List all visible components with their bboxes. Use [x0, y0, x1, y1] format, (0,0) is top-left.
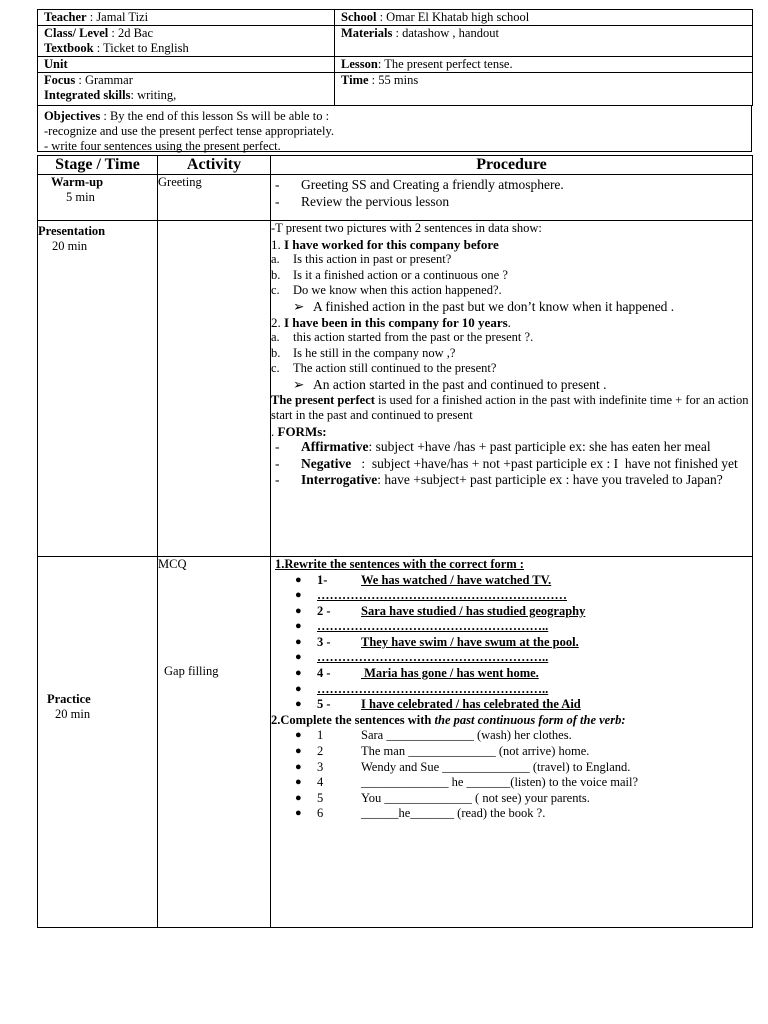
form-item: - Negative : subject +have/has + not +past participle ex : I have not finished yet — [275, 455, 738, 471]
teacher-cell: Teacher : Jamal Tizi — [38, 10, 335, 26]
col-stage-time: Stage / Time — [38, 156, 158, 175]
objective-item: - write four sentences using the present perfect. — [44, 139, 281, 153]
procedure-table — [37, 155, 753, 928]
list-item: ● ……………………………………………….. — [295, 650, 549, 665]
time-cell: Time : 55 mins — [335, 73, 753, 106]
arrow-bullet-icon: ➢ — [293, 376, 305, 392]
school-cell: School : Omar El Khatab high school — [335, 10, 753, 26]
question: a. this action started from the past or the present ?. — [271, 330, 534, 344]
list-item: ● 3 - They have swim / have swum at the pool. — [295, 634, 579, 649]
list-item: ● 1- We has watched / have watched TV. — [295, 572, 552, 587]
question: b. Is he still in the company now ,? — [271, 345, 456, 360]
col-activity: Activity — [158, 156, 271, 175]
focus-skills-cell: Focus : Grammar Integrated skills: writing, — [38, 73, 335, 106]
col-procedure: Procedure — [271, 156, 753, 175]
rule: The present perfect is used for a finished action in the past with indefinite time + for an action start in the past and continued to present — [271, 392, 749, 422]
question: b. Is it a finished action or a continuous one ? — [271, 267, 508, 282]
list-item: ● 5 - I have celebrated / has celebrated the Aid — [295, 697, 581, 712]
list-item: ● 2 - Sara have studied / has studied geography — [295, 603, 586, 618]
question: a. Is this action in past or present? — [271, 252, 452, 266]
list-item: ● 4 ______________ he _______(listen) to the voice mail? — [295, 775, 639, 790]
list-item: ● 1 Sara ______________ (wash) her clothes. — [295, 728, 572, 743]
list-item: ● …………………………………………………… — [295, 588, 567, 603]
exercise-title: 1.Rewrite the sentences with the correct form : — [275, 557, 524, 571]
arrow-bullet-icon: ➢ — [293, 298, 305, 314]
question: c. The action still continued to the present? — [271, 361, 497, 375]
objective-item: -recognize and use the present perfect tense appropriately. — [44, 124, 335, 138]
example-sentence: I have worked for this company before — [284, 236, 499, 252]
lesson-cell: Lesson: The present perfect tense. — [335, 57, 753, 73]
header-table — [37, 9, 753, 106]
class-textbook-cell: Class/ Level : 2d Bac Textbook : Ticket to English — [38, 26, 335, 57]
list-item: ● ……………………………………………….. — [295, 619, 549, 634]
activity-name: MCQ — [158, 557, 187, 571]
stage-name: Practice — [47, 692, 91, 706]
example-sentence: I have been in this company for 10 years — [284, 314, 508, 330]
stage-name: Warm-up — [51, 175, 104, 189]
list-item: ● 3 Wendy and Sue ______________ (travel) to England. — [295, 759, 631, 774]
question: c. Do we know when this action happened?. — [271, 283, 502, 297]
form-item: - Affirmative: subject +have /has + past participle ex: she has eaten her meal — [275, 439, 711, 454]
lesson-plan — [37, 9, 752, 928]
objectives-box: Objectives : By the end of this lesson Ss will be able to : -recognize and use the present perfect tense appropriately. - write four sentences using the present perfect. — [37, 106, 752, 152]
list-item: ● 2 The man ______________ (not arrive) home. — [295, 743, 590, 758]
list-item: ● ……………………………………………….. — [295, 681, 549, 696]
stage-name: Presentation — [38, 224, 106, 238]
list-item: - Greeting SS and Creating a friendly atmosphere. — [275, 177, 564, 192]
exercise-title: 2.Complete the sentences with — [271, 712, 435, 727]
form-item: - Interrogative: have +subject+ past participle ex : have you traveled to Japan? — [275, 472, 723, 487]
list-item: ● 5 You ______________ ( not see) your parents. — [295, 790, 590, 805]
answer: ➢ A finished action in the past but we don’t know when it happened . — [293, 298, 675, 314]
presentation-row: Presentation 20 min -T present two pictures with 2 sentences in data show: 1. I have worked for this company before a. Is this action in past or present? b. Is it a finished action or a continuous one ? c. Do we know when this action happened?. ➢ A finished action in the past but we don’t know when it happened . 2. I have been in this company for 10 years. a. this action started from the past or the present ?. b. Is he still in the company now ,? c. The action still continued to the present? ➢ An action started in the past and continued to present . The present perfect is used for a finished action in the past with indefinite time + for an action start in the past and continued to present . FORMs: - Affirmative: subject +have /has + past participle ex: she has eaten her meal - Negative : subject +have/has + not +past participle ex : I have not finished yet - Interrogative: have +subject+ past participle ex : have you traveled to Japan? — [38, 221, 753, 557]
stage-time: 20 min — [52, 239, 88, 253]
stage-time: 20 min — [55, 707, 91, 721]
list-item: ● 6 ______he_______ (read) the book ?. — [295, 806, 546, 821]
activity-name: Greeting — [158, 175, 271, 221]
materials-cell: Materials : datashow , handout — [335, 26, 753, 57]
activity-name: Gap filling — [164, 664, 219, 678]
answer: ➢ An action started in the past and continued to present . — [293, 376, 607, 392]
stage-time: 5 min — [66, 190, 95, 204]
practice-row: Practice 20 min MCQ Gap filling 1.Rewrite the sentences with the correct form : ● 1- We has watched / have watched TV. ● …………………………………………………… ● 2 - Sara have studied / has studied geography ● ……………………………………………….. ● 3 - They have swim / have swum at the pool. ● ……………………………………………….. ● 4 - Maria has gone / has went home. ● ……………………………………………….. ● 5 - I have celebrated / has celebrated the Aid 2.Complete the sentences with the past continuous form of the verb: ● 1 Sara ______________ (wash) her clothes. ● 2 The man ______________ (not arrive) home. ● 3 Wendy and Sue ______________ (travel) to England. ● 4 ______________ he _______(listen) to the voice mail? ● 5 You ______________ ( not see) your parents. ● 6 ______he_______ (read) the book ?. — [38, 557, 753, 928]
warmup-row — [38, 175, 753, 221]
list-item: - Review the pervious lesson — [275, 193, 450, 209]
list-item: ● 4 - Maria has gone / has went home. — [295, 666, 539, 681]
unit-cell: Unit — [38, 57, 335, 73]
